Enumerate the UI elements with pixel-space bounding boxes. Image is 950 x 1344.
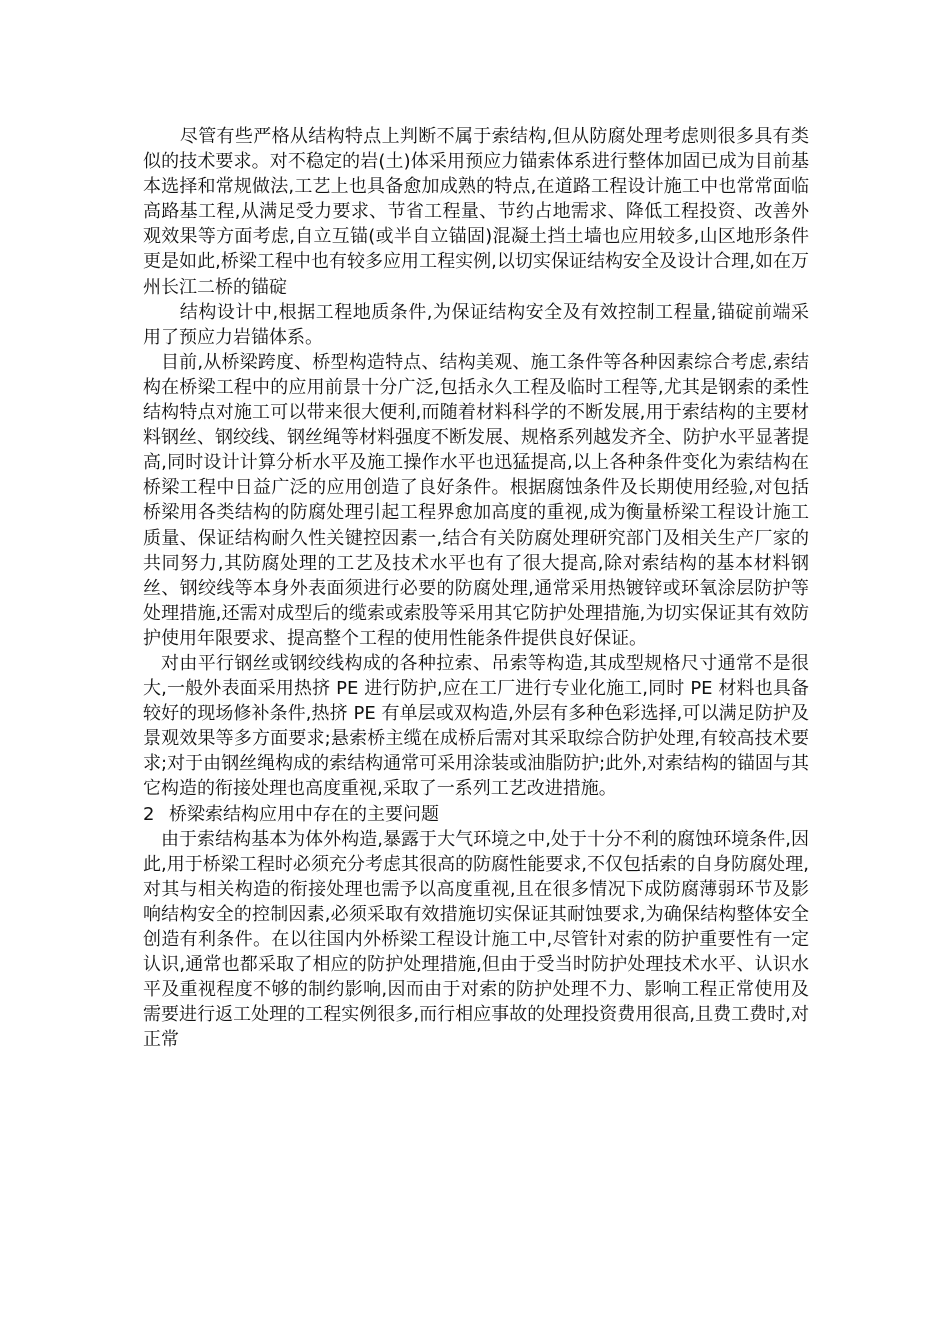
- paragraph-2: 结构设计中,根据工程地质条件,为保证结构安全及有效控制工程量,锚碇前端采用了预应力岩锚体系。: [143, 301, 809, 348]
- section-heading: [143, 802, 809, 827]
- document-body: [143, 124, 809, 1052]
- section-paragraph: 由于索结构基本为体外构造,暴露于大气环境之中,处于十分不利的腐蚀环境条件,因此,用于桥梁工程时必须充分考虑其很高的防腐性能要求,不仅包括索的自身防腐处理,对其与相关构造的衔接处理也需予以高度重视,且在很多情况下成防腐薄弱环节及影响结构安全的控制因素,必须采取有效措施切实保证其耐蚀要求,为确保结构整体安全创造有利条件。在以往国内外桥梁工程设计施工中,尽管针对索的防护重要性有一定认识,通常也都采取了相应的防护处理措施,但由于受当时防护处理技术水平、认识水平及重视程度不够的制约影响,因而由于对索的防护处理不力、影响工程正常使用及需要进行返工处理的工程实例很多,而行相应事故的处理投资费用很高,且费工费时,对正常: [143, 828, 809, 1051]
- paragraph-1: 尽管有些严格从结构特点上判断不属于索结构,但从防腐处理考虑则很多具有类似的技术要求。对不稳定的岩(土)体采用预应力锚索体系进行整体加固已成为目前基本选择和常规做法,工艺上也具备愈加成熟的特点,在道路工程设计施工中也常常面临高路基工程,从满足受力要求、节省工程量、节约占地需求、降低工程投资、改善外观效果等方面考虑,自立互锚(或半自立锚固)混凝土挡土墙也应用较多,山区地形条件更是如此,桥梁工程中也有较多应用工程实例,以切实保证结构安全及设计合理,如在万州长江二桥的锚碇: [143, 126, 809, 298]
- section-number: 2: [143, 803, 155, 825]
- paragraph-4: 对由平行钢丝或钢绞线构成的各种拉索、吊索等构造,其成型规格尺寸通常不是很大,一般外表面采用热挤 PE 进行防护,应在工厂进行专业化施工,同时 PE 材料也具备较好的现场修补条件,热挤 PE 有单层或双构造,外层有多种色彩选择,可以满足防护及景观效果等多方面要求;悬索桥主缆在成桥后需对其采取综合防护处理,有较高技术要求;对于由钢丝绳构成的索结构通常可采用涂装或油脂防护;此外,对索结构的锚固与其它构造的衔接处理也高度重视,采取了一系列工艺改进措施。: [143, 652, 809, 800]
- paragraph-3: 目前,从桥梁跨度、桥型构造特点、结构美观、施工条件等各种因素综合考虑,索结构在桥梁工程中的应用前景十分广泛,包括永久工程及临时工程等,尤其是钢索的柔性结构特点对施工可以带来很大便利,而随着材料科学的不断发展,用于索结构的主要材料钢丝、钢绞线、钢丝绳等材料强度不断发展、规格系列越发齐全、防护水平显著提高,同时设计计算分析水平及施工操作水平也迅猛提高,以上各种条件变化为索结构在桥梁工程中日益广泛的应用创造了良好条件。根据腐蚀条件及长期使用经验,对包括桥梁用各类结构的防腐处理引起工程界愈加高度的重视,成为衡量桥梁工程设计施工质量、保证结构耐久性关键控因素一,结合有关防腐处理研究部门及相关生产厂家的共同努力,其防腐处理的工艺及技术水平也有了很大提高,除对索结构的基本材料钢丝、钢绞线等本身外表面须进行必要的防腐处理,通常采用热镀锌或环氧涂层防护等处理措施,还需对成型后的缆索或索股等采用其它防护处理措施,为切实保证其有效防护使用年限要求、提高整个工程的使用性能条件提供良好保证。: [143, 351, 809, 649]
- section-title: 桥梁索结构应用中存在的主要问题: [169, 803, 439, 825]
